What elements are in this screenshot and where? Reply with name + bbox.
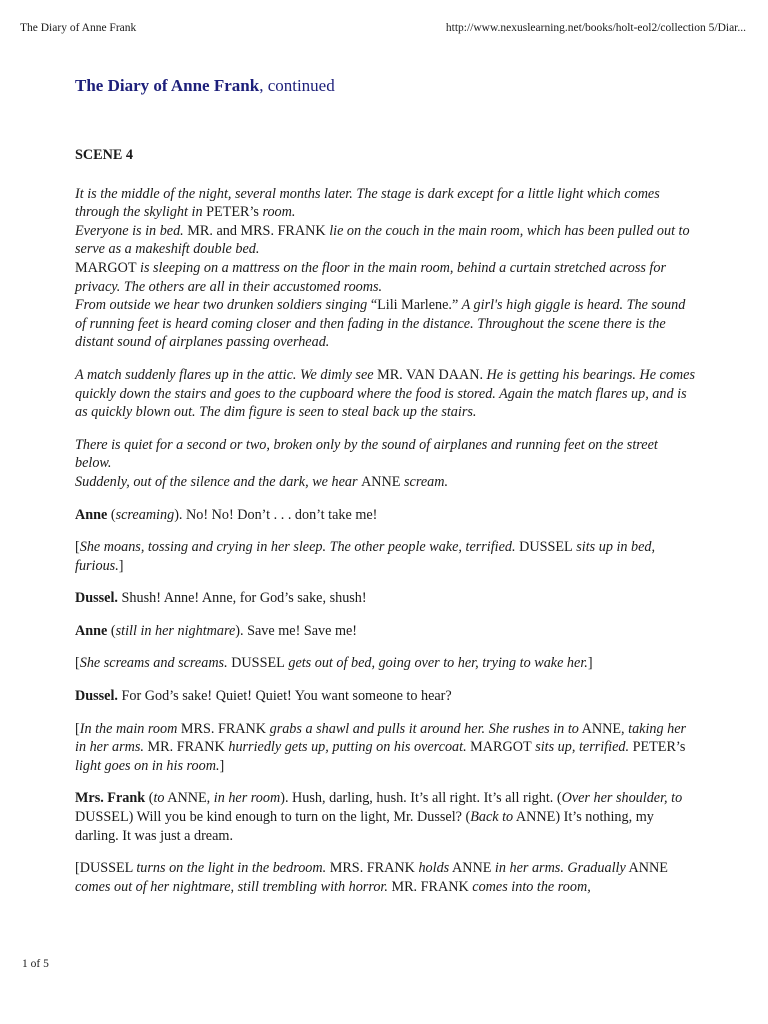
dialogue-dussel-1: Dussel. Shush! Anne! Anne, for God’s sake, shush! [75, 590, 367, 607]
stage-direction-6: There is quiet for a second or two, broken only by the sound of airplanes and running feet on the street below. [75, 436, 658, 472]
page-number: 1 of 5 [22, 958, 49, 970]
speaker-name: Anne [75, 622, 108, 639]
dialogue-dussel-2: Dussel. For God’s sake! Quiet! Quiet! You want someone to hear? [75, 688, 452, 705]
stage-direction-8: [She moans, tossing and crying in her sleep. The other people wake, terrified. DUSSEL sits up in bed, furious.] [75, 539, 656, 574]
script-content [75, 146, 697, 896]
print-header-title: The Diary of Anne Frank [20, 22, 137, 34]
print-header-url: http://www.nexuslearning.net/books/holt-eol2/collection 5/Diar... [445, 22, 746, 34]
print-header [20, 21, 746, 35]
stage-direction-1: It is the middle of the night, several months later. The stage is dark except for a little light which comes through the skylight in PETER’s room. [75, 185, 660, 221]
title-suffix: , continued [259, 76, 335, 95]
stage-direction-11: [DUSSEL turns on the light in the bedroom. MRS. FRANK holds ANNE in her arms. Gradually ANNE comes out of her nightmare, still trembling with horror. MR. FRANK comes into the room, [75, 860, 668, 895]
title-main: The Diary of Anne Frank [75, 76, 260, 95]
stage-direction-5: A match suddenly flares up in the attic. We dimly see MR. VAN DAAN. He is getting his bearings. He comes quickly down the stairs and goes to the cupboard where the food is stored. Again the match flares up, and is as quickly blown out. The dim figure is seen to steal back up the stairs. [75, 366, 695, 421]
dialogue-mrs-frank-1: Mrs. Frank (to ANNE, in her room). Hush, darling, hush. It’s all right. It’s all right. (Over her shoulder, to DUSSEL) Will you be kind enough to turn on the light, Mr. Dussel? (Back to ANNE) It’s nothing, my darling. It was just a dream. [75, 790, 683, 844]
dialogue-anne-2: Anne (still in her nightmare). Save me! Save me! [75, 622, 358, 639]
stage-direction-2: Everyone is in bed. MR. and MRS. FRANK lie on the couch in the main room, which has been pulled out to serve as a makeshift double bed. [75, 222, 690, 258]
dialogue-anne-1: Anne (screaming). No! No! Don’t . . . don’t take me! [75, 506, 378, 523]
stage-direction-10: [In the main room MRS. FRANK grabs a shawl and pulls it around her. She rushes in to ANNE, taking her in her arms. MR. FRANK hurriedly gets up, putting on his overcoat. MARGOT sits up, terrified. PETER’s light goes on in his room.] [75, 720, 687, 774]
speaker-name: Dussel. [75, 688, 118, 705]
speaker-name: Mrs. Frank [75, 790, 146, 807]
stage-direction-9: [She screams and screams. DUSSEL gets out of bed, going over to her, trying to wake her.] [75, 655, 593, 672]
stage-direction-4: From outside we hear two drunken soldiers singing “Lili Marlene.” A girl's high giggle is heard. The sound of running feet is heard coming closer and then fading in the distance. Throughout the scene there is the distant sound of airplanes passing overhead. [75, 297, 686, 351]
speaker-name: Anne [75, 506, 108, 523]
page-title [75, 76, 335, 96]
stage-direction-3: MARGOT is sleeping on a mattress on the floor in the main room, behind a curtain stretched across for privacy. The others are all in their accustomed rooms. [75, 259, 666, 295]
scene-heading: SCENE 4 [75, 147, 133, 163]
stage-direction-7: Suddenly, out of the silence and the dark, we hear ANNE scream. [75, 473, 449, 490]
speaker-name: Dussel. [75, 590, 118, 607]
